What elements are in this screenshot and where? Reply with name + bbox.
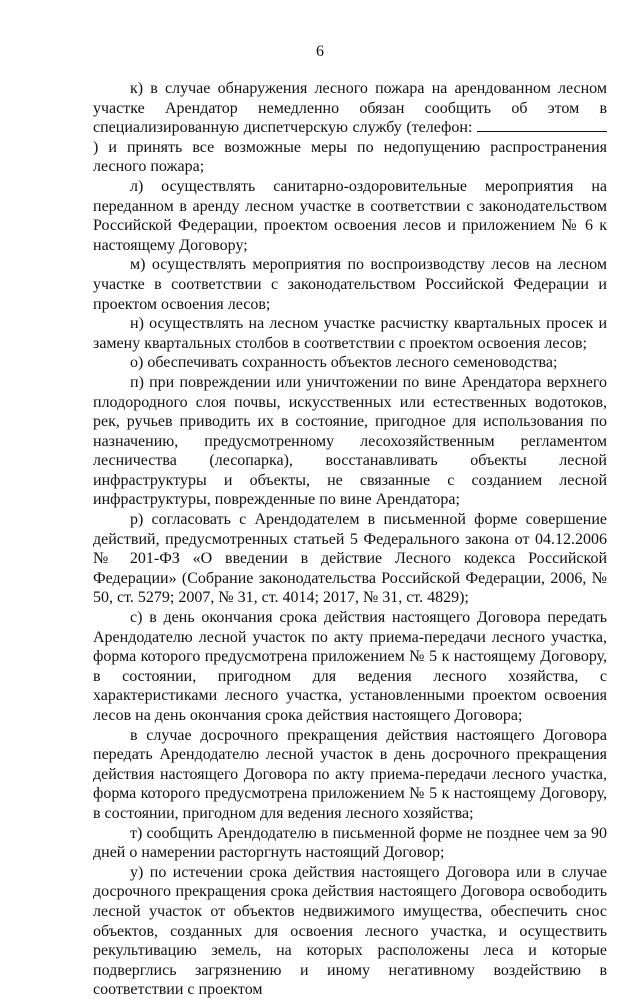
paragraph-p: п) при повреждении или уничтожении по вине Арендатора верхнего плодородного слоя почвы, искусственных или естественных водотоков, рек, ручьев приводить их в состояние, пригодное для использования по назначению, предусмотренному лесохозяйственным регламентом лесничества (лесопарка), восстанавливать объекты лесной инфраструктуры и объекты, не связанные с созданием лесной инфраструктуры, поврежденные по вине Арендатора; [93,373,607,509]
paragraph-s-continued: в случае досрочного прекращения действия настоящего Договора передать Арендодателю лесной участок в день досрочного прекращения действия настоящего Договора по акту приема-передачи лесного участка, форма которого предусмотрена приложением № 5 к настоящему Договору, в состоянии, пригодном для ведения лесного хозяйства; [93,726,607,822]
paragraph-r: р) согласовать с Арендодателем в письменной форме совершение действий, предусмотренных статьей 5 Федерального закона от 04.12.2006 № 201-ФЗ «О введении в действие Лесного кодекса Российской Федерации» (Собрание законодательства Российской Федерации, 2006, № 50, ст. 5279; 2007, № 31, ст. 4014; 2017, № 31, ст. 4829); [93,511,607,607]
document-body [93,79,607,1000]
paragraph-k-text-2: ) и принять все возможные меры по недопущению распространения лесного пожара; [93,138,607,176]
paragraph-l: л) осуществлять санитарно-оздоровительные мероприятия на переданном в аренду лесном участке в соответствии с законодательством Российской Федерации, проектом освоения лесов и приложением № 6 к настоящему Договору; [93,177,607,254]
paragraph-u: у) по истечении срока действия настоящего Договора или в случае досрочного прекращения срока действия настоящего Договора освободить лесной участок от объектов недвижимого имущества, обеспечить снос объектов, созданных для освоения лесного участка, и осуществить рекультивацию земель, на которых расположены леса и которые подверглись загрязнению и иному негативному воздействию в соответствии с проектом [93,863,607,999]
paragraph-k-text-1: к) в случае обнаружения лесного пожара на арендованном лесном участке Арендатор немедленно обязан сообщить об этом в специализированную диспетчерскую службу (телефон: [93,80,607,137]
phone-blank-line [477,119,607,132]
paragraph-o: о) обеспечивать сохранность объектов лесного семеноводства; [130,354,558,372]
paragraph-s: с) в день окончания срока действия настоящего Договора передать Арендодателю лесной участок по акту приема-передачи лесного участка, форма которого предусмотрена приложением № 5 к настоящему Договору, в состоянии, пригодном для ведения лесного хозяйства, с характеристиками лесного участка, установленными проектом освоения лесов на день окончания срока действия настоящего Договора; [93,609,607,724]
paragraph-n: н) осуществлять на лесном участке расчистку квартальных просек и замену квартальных столбов в соответствии с проектом освоения лесов; [93,315,607,352]
paragraph-k [93,79,607,177]
paragraph-m: м) осуществлять мероприятия по воспроизводству лесов на лесном участке в соответствии с законодательством Российской Федерации и проектом освоения лесов; [93,256,607,313]
page-number: 6 [316,43,324,60]
paragraph-t: т) сообщить Арендодателю в письменной форме не позднее чем за 90 дней о намерении расторгнуть настоящий Договор; [93,824,607,862]
